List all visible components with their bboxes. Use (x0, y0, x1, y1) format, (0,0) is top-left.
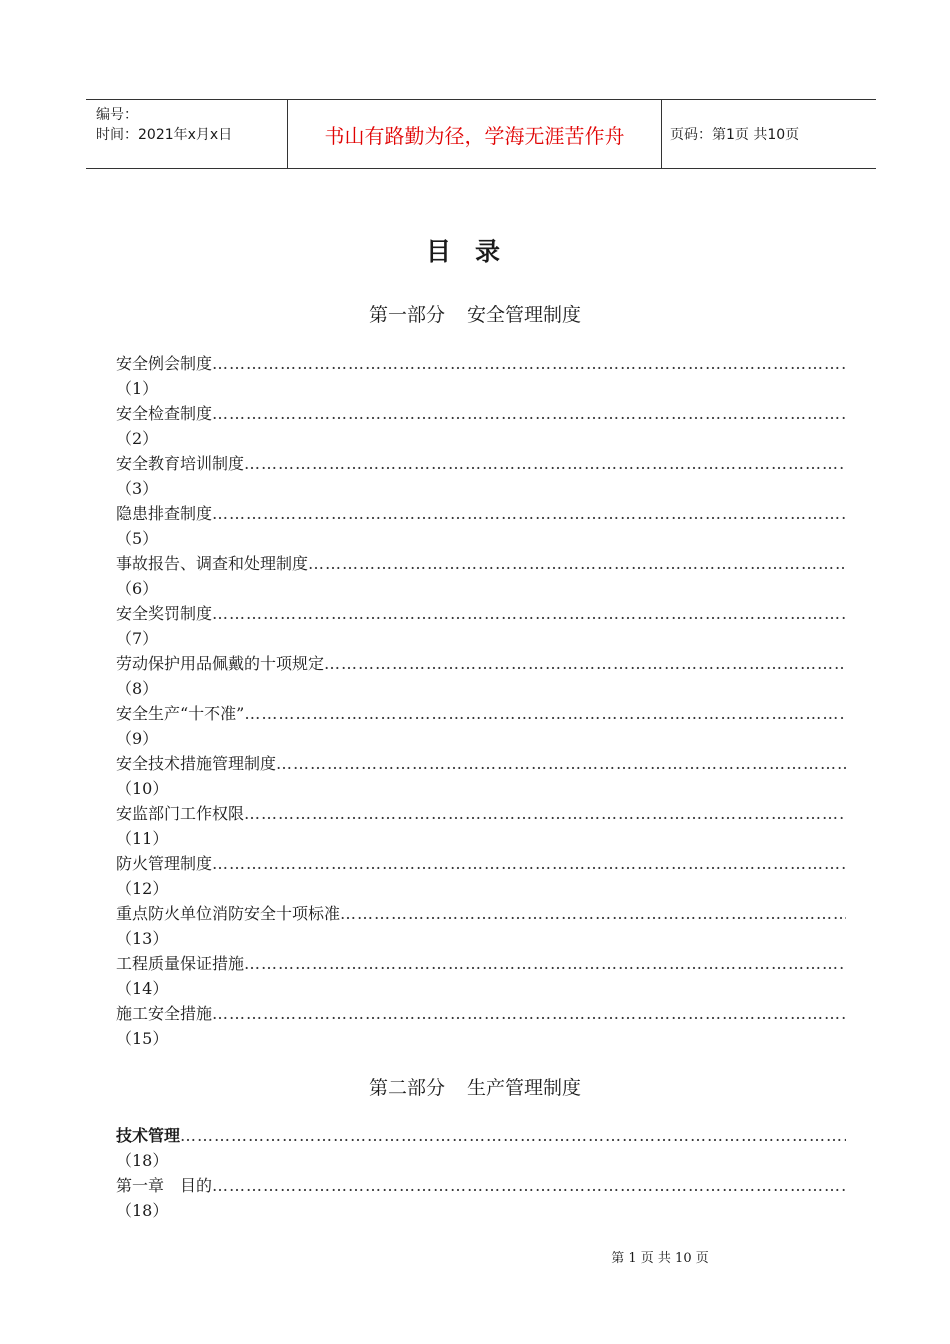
toc-entry-page: （18） (116, 1151, 169, 1170)
part1-toc (116, 351, 846, 1051)
toc-entry[interactable] (116, 951, 846, 1001)
header-motto: 书山有路勤为径，学海无涯苦作舟 (324, 123, 625, 148)
toc-entry-page: （13） (116, 929, 169, 948)
number-label: 编号： (96, 107, 138, 123)
toc-entry[interactable] (116, 1123, 846, 1173)
part2-heading-number: 第二部分 (368, 1077, 445, 1099)
toc-leader-dots (212, 1001, 846, 1026)
toc-entry-page: （7） (116, 629, 159, 648)
toc-entry-label: 施工安全措施 (116, 1004, 213, 1023)
toc-leader-dots (340, 901, 846, 926)
header-table (86, 99, 876, 169)
toc-leader-dots (244, 451, 846, 476)
toc-entry[interactable] (116, 801, 846, 851)
toc-entry-page: （12） (116, 879, 169, 898)
toc-entry-page: （1） (116, 379, 159, 398)
toc-leader-dots (180, 1123, 846, 1148)
toc-entry-page: （2） (116, 429, 159, 448)
toc-entry-label: 劳动保护用品佩戴的十项规定 (116, 654, 325, 673)
toc-entry-page: （6） (116, 579, 159, 598)
part1-heading (0, 300, 950, 327)
header-meta (96, 105, 232, 145)
header-divider (661, 100, 662, 168)
toc-leader-dots (244, 701, 846, 726)
toc-entry-label: 安全技术措施管理制度 (116, 754, 277, 773)
toc-leader-dots (212, 1173, 846, 1198)
toc-entry-label: 事故报告、调查和处理制度 (116, 554, 309, 573)
part1-heading-number: 第一部分 (368, 304, 445, 326)
toc-leader-dots (212, 851, 846, 876)
toc-entry-label: 安监部门工作权限 (116, 804, 245, 823)
toc-leader-dots (276, 751, 846, 776)
toc-leader-dots (244, 951, 846, 976)
toc-entry[interactable] (116, 1001, 846, 1051)
toc-leader-dots (212, 401, 846, 426)
page-footer: 第 1 页 共 10 页 (611, 1251, 709, 1266)
toc-entry[interactable] (116, 751, 846, 801)
toc-leader-dots (308, 551, 846, 576)
page-title: 目录 (425, 237, 524, 266)
toc-entry[interactable] (116, 451, 846, 501)
toc-leader-dots (324, 651, 846, 676)
toc-entry-page: （8） (116, 679, 159, 698)
toc-entry-label: 技术管理 (116, 1126, 181, 1145)
toc-entry-label: 工程质量保证措施 (116, 954, 245, 973)
toc-entry-page: （10） (116, 779, 169, 798)
part1-heading-name: 安全管理制度 (467, 304, 582, 326)
toc-entry-label: 安全生产“十不准” (116, 704, 245, 723)
toc-entry-label: 第一章 目的 (116, 1176, 213, 1195)
part2-heading-name: 生产管理制度 (467, 1077, 582, 1099)
toc-entry[interactable] (116, 1173, 846, 1223)
toc-entry-label: 安全检查制度 (116, 404, 213, 423)
toc-entry[interactable] (116, 551, 846, 601)
toc-leader-dots (212, 601, 846, 626)
toc-entry-label: 安全奖罚制度 (116, 604, 213, 623)
toc-entry-label: 防火管理制度 (116, 854, 213, 873)
part2-toc (116, 1123, 846, 1223)
toc-entry-page: （15） (116, 1029, 169, 1048)
toc-entry[interactable] (116, 901, 846, 951)
toc-entry-label: 安全例会制度 (116, 354, 213, 373)
toc-entry-page: （18） (116, 1201, 169, 1220)
toc-entry[interactable] (116, 851, 846, 901)
toc-entry[interactable] (116, 401, 846, 451)
toc-entry[interactable] (116, 651, 846, 701)
toc-leader-dots (212, 501, 846, 526)
toc-entry-label: 隐患排查制度 (116, 504, 213, 523)
toc-leader-dots (212, 351, 846, 376)
toc-entry-label: 重点防火单位消防安全十项标准 (116, 904, 341, 923)
toc-entry-page: （14） (116, 979, 169, 998)
toc-entry[interactable] (116, 701, 846, 751)
toc-entry[interactable] (116, 501, 846, 551)
toc-entry[interactable] (116, 351, 846, 401)
time-label: 时间：2021年x月x日 (96, 127, 233, 143)
header-page-label: 页码：第1页 共10页 (670, 127, 800, 143)
toc-leader-dots (244, 801, 846, 826)
toc-entry-page: （11） (116, 829, 169, 848)
toc-entry[interactable] (116, 601, 846, 651)
toc-entry-page: （5） (116, 529, 159, 548)
toc-entry-label: 安全教育培训制度 (116, 454, 245, 473)
part2-heading (0, 1073, 950, 1100)
toc-entry-page: （3） (116, 479, 159, 498)
toc-entry-page: （9） (116, 729, 159, 748)
